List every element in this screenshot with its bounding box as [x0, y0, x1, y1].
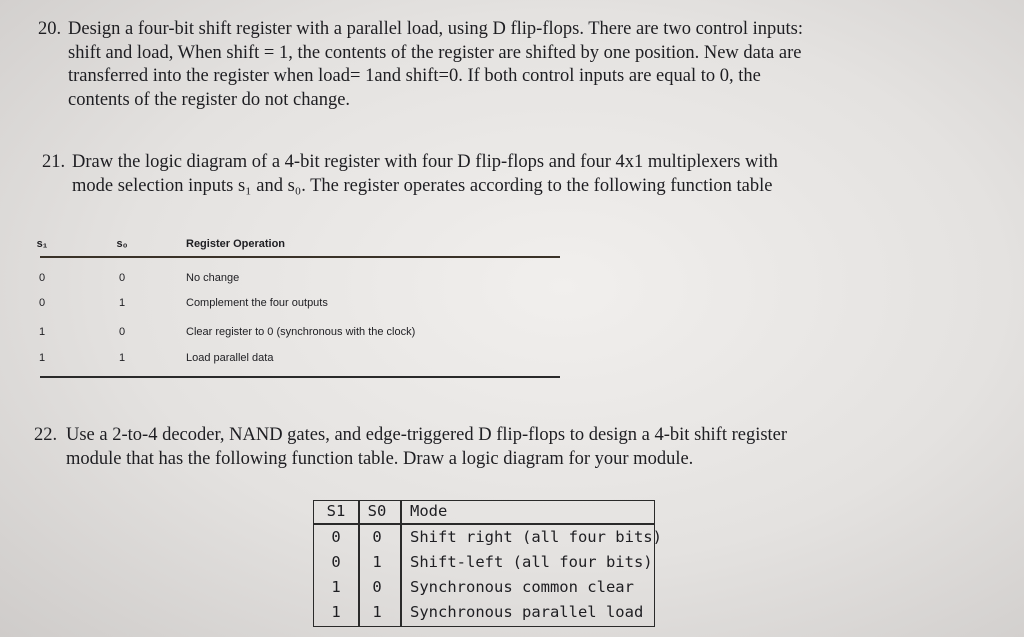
table-cell: Load parallel data — [186, 352, 274, 364]
table-cell: 0 — [372, 528, 382, 546]
table-cell: 1 — [38, 326, 46, 338]
table-cell: 1 — [331, 578, 341, 596]
text-line: contents of the register do not change. — [68, 89, 351, 110]
text-line: module that has the following function table. Draw a logic diagram for your module. — [66, 448, 694, 469]
table-cell: 0 — [118, 272, 126, 284]
text-line: mode selection inputs s₁ and s₀. The register operates according to the following function table — [72, 175, 773, 196]
table-cell: 1 — [38, 352, 46, 364]
table-cell: Shift right (all four bits) — [410, 528, 662, 546]
question-number: 21. — [42, 152, 66, 172]
table-cell: Shift-left (all four bits) — [410, 553, 653, 571]
question-text — [72, 151, 778, 198]
table-cell: 1 — [331, 603, 341, 621]
column-header-s1: S1 — [326, 502, 346, 520]
text-line: Use a 2-to-4 decoder, NAND gates, and edge-triggered D flip-flops to design a 4-bit shift register — [66, 425, 788, 445]
table-cell: Clear register to 0 (synchronous with the clock) — [186, 326, 416, 338]
column-divider — [400, 501, 402, 626]
question-text — [66, 424, 787, 471]
text-line: Design a four-bit shift register with a parallel load, using D flip-flops. There are two control inputs: — [68, 19, 803, 39]
table-cell: 0 — [372, 578, 382, 596]
table-cell: Synchronous parallel load — [410, 603, 644, 621]
text-line: transferred into the register when load= 1and shift=0. If both control inputs are equal to 0, the — [68, 66, 761, 86]
column-header-s1: s₁ — [36, 238, 48, 250]
column-header-mode: Mode — [410, 502, 448, 520]
table-cell: 1 — [118, 297, 126, 309]
question-text — [68, 18, 803, 112]
column-header-s0: s₀ — [116, 238, 128, 250]
table-cell: 0 — [331, 528, 341, 546]
table-cell: 0 — [331, 553, 341, 571]
register-operation-table — [36, 232, 560, 382]
mode-function-table — [313, 500, 662, 627]
table-cell: 1 — [372, 553, 382, 571]
table-cell: 1 — [118, 352, 126, 364]
text-line: shift and load, When shift = 1, the contents of the register are shifted by one position. New data are — [68, 42, 802, 63]
table-cell: 0 — [118, 326, 126, 338]
column-header-operation: Register Operation — [186, 238, 286, 250]
column-header-s0: S0 — [367, 502, 387, 520]
table-cell: Complement the four outputs — [186, 297, 328, 309]
text-line: Draw the logic diagram of a 4-bit register with four D flip-flops and four 4x1 multiplexers with — [72, 152, 778, 172]
table-top-rule — [40, 256, 560, 258]
question-number: 22. — [34, 425, 58, 445]
table-cell: 0 — [38, 272, 46, 284]
table-cell: 1 — [372, 603, 382, 621]
table-cell: No change — [186, 272, 240, 284]
table-bottom-rule — [40, 376, 560, 378]
table-cell: 0 — [38, 297, 46, 309]
table-cell: Synchronous common clear — [410, 578, 634, 596]
question-number: 20. — [38, 19, 62, 39]
